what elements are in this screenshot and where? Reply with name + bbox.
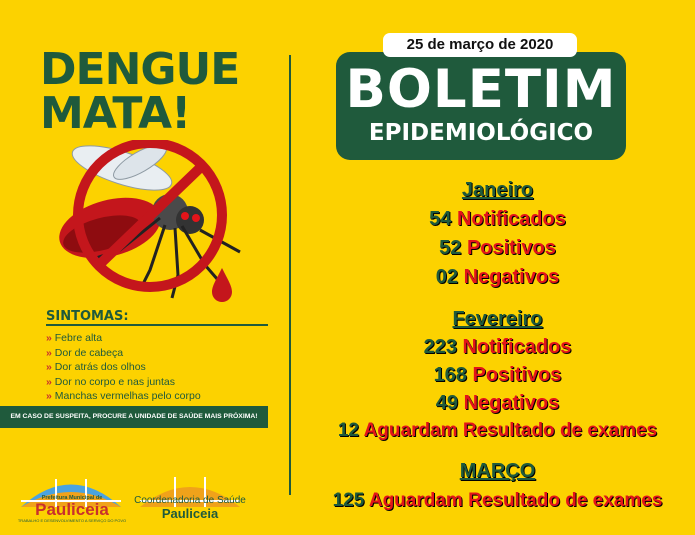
symptom-item: » Dor atrás dos olhos — [46, 360, 201, 375]
poster-title-line2: MATA! — [40, 88, 191, 139]
stat-number: 02 — [435, 266, 459, 288]
february-row — [300, 389, 695, 417]
symptoms-title: SINTOMAS: — [46, 309, 129, 324]
january-section — [300, 176, 695, 292]
prefeitura-small: Prefeitura Municipal de — [41, 495, 103, 501]
march-header: MARÇO — [459, 460, 536, 482]
prefeitura-logo — [17, 495, 127, 523]
stat-label: Notificados — [462, 336, 572, 358]
stat-label: Negativos — [463, 392, 560, 414]
stat-label: Positivos — [466, 237, 556, 259]
february-row — [300, 361, 695, 389]
march-row — [300, 486, 695, 516]
stat-number: 54 — [429, 208, 452, 230]
health-unit-banner: EM CASO DE SUSPEITA, PROCURE A UNIDADE DE SAÚDE MAIS PRÓXIMA! — [0, 406, 268, 428]
symptom-item: » Febre alta — [46, 331, 201, 346]
symptom-item: » Manchas vermelhas pelo corpo — [46, 389, 201, 404]
blood-drop-icon — [212, 268, 232, 302]
stat-label: Aguardam Resultado de exames — [363, 420, 658, 441]
stat-number: 12 — [337, 420, 359, 441]
february-header: Fevereiro — [452, 308, 543, 330]
february-row — [300, 417, 695, 445]
january-row — [300, 205, 695, 234]
january-row — [300, 234, 695, 263]
stat-number: 52 — [439, 237, 462, 259]
january-row — [300, 263, 695, 292]
symptom-item: » Dor de cabeça — [46, 346, 201, 361]
bulletin-date: 25 de março de 2020 — [383, 33, 577, 57]
stat-number: 49 — [435, 392, 459, 414]
stat-label: Aguardam Resultado de exames — [368, 490, 663, 511]
january-header: Janeiro — [461, 179, 534, 201]
prefeitura-tagline: TRABALHO E DESENVOLVIMENTO A SERVIÇO DO POVO — [17, 518, 127, 523]
stat-number: 168 — [433, 364, 467, 386]
february-row — [300, 333, 695, 361]
march-section — [300, 456, 695, 516]
coordenadoria-line2: Pauliceia — [161, 506, 219, 521]
february-section — [300, 305, 695, 445]
stat-label: Positivos — [472, 364, 562, 386]
poster-title — [40, 44, 280, 139]
symptoms-list — [46, 331, 201, 404]
coordenadoria-logo — [130, 495, 250, 521]
bulletin-subtitle: EPIDEMIOLÓGICO — [368, 120, 594, 146]
stat-number: 223 — [423, 336, 457, 358]
column-divider — [289, 55, 291, 495]
bulletin-title: BOLETIM — [345, 59, 617, 120]
coordenadoria-line1: Coordenadoria de Saúde — [134, 495, 246, 506]
mosquito-prohibited-illustration — [40, 140, 280, 305]
symptoms-divider — [46, 324, 268, 326]
poster-title-line1: DENGUE — [40, 44, 240, 95]
stat-number: 125 — [332, 490, 365, 511]
stat-label: Negativos — [463, 266, 560, 288]
prefeitura-name: Pauliceia — [35, 500, 109, 519]
symptom-item: » Dor no corpo e nas juntas — [46, 375, 201, 390]
stat-label: Notificados — [456, 208, 566, 230]
